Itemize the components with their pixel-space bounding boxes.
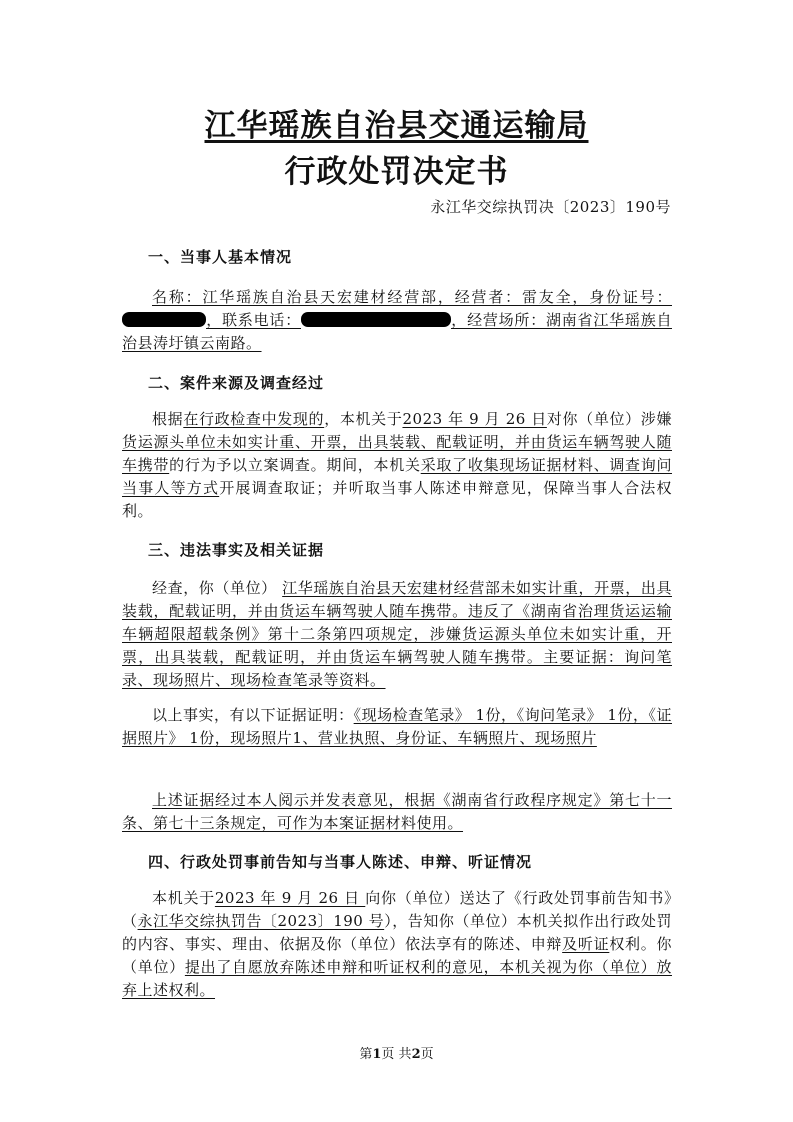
section-party-info	[122, 246, 672, 267]
section3-body	[122, 577, 672, 692]
agency-title	[0, 100, 793, 145]
page-footer: 第1页 共2页	[359, 1047, 434, 1062]
section-prior-notice	[122, 851, 672, 872]
section1-heading: 一、当事人基本情况	[148, 248, 293, 266]
evidence-list	[122, 704, 672, 750]
section3-heading: 三、违法事实及相关证据	[148, 541, 325, 559]
redacted-phone-number	[301, 312, 451, 327]
section4-heading: 四、行政处罚事前告知与当事人陈述、申辩、听证情况	[148, 853, 533, 871]
evidence-confirmation-paragraph: 上述证据经过本人阅示并发表意见，根据《湖南省行政程序规定》第七十一条、第七十三条规定，可作为本案证据材料使用。	[122, 791, 672, 832]
document-number: 永江华交综执罚决〔2023〕190号	[430, 198, 671, 216]
agency-title-text: 江华瑶族自治县交通运输局	[204, 108, 589, 144]
section4-body	[122, 887, 672, 1002]
document-title: 行政处罚决定书	[284, 154, 509, 190]
redacted-id-number	[122, 312, 206, 327]
violation-facts-paragraph: 经查，你（单位） 江华瑶族自治县天宏建材经营部未如实计重，开票，出具装载，配载证明，并由货运车辆驾驶人随车携带。违反了《湖南省治理货运运输车辆超限超载条例》第十二条第四项规定，涉嫌货运源头单位未如实计重，开票，出具装载，配载证明，并由货运车辆驾驶人随车携带。主要证据：询问笔录、现场照片、现场检查笔录等资料。	[122, 579, 672, 689]
section-violation-facts	[122, 539, 672, 560]
total-pages: 2	[411, 1047, 421, 1062]
prior-notice-paragraph: 本机关于2023 年 9 月 26 日 向你（单位）送达了《行政处罚事前告知书》（永江华交综执罚告〔2023〕190 号），告知你（单位）本机关拟作出行政处罚的内容、事实、理由、依据及你（单位）依法享有的陈述、申辩及听证权利。你（单位）提出了自愿放弃陈述申辩和听证权利的意见，本机关视为你（单位）放弃上述权利。	[122, 889, 672, 999]
case-source-paragraph: 根据在行政检查中发现的，本机关于2023 年 9 月 26 日对你（单位）涉嫌货运源头单位未如实计重、开票，出具装载、配载证明，并由货运车辆驾驶人随车携带的行为予以立案调查。期间，本机关采取了收集现场证据材料、调查询问当事人等方式开展调查取证；并听取当事人陈述申辩意见，保障当事人合法权利。	[122, 410, 672, 520]
evidence-list-paragraph: 以上事实，有以下证据证明：《现场检查笔录》 1份，《询问笔录》 1份，《证据照片》 1份，现场照片1、营业执照、身份证、车辆照片、现场照片	[122, 706, 672, 747]
section1-body	[122, 286, 672, 355]
evidence-confirmation	[122, 789, 672, 835]
section2-body	[122, 408, 672, 523]
party-info-paragraph: 名称：江华瑶族自治县天宏建材经营部，经营者：雷友全，身份证号：，联系电话： ，经营场所：湖南省江华瑶族自治县涛圩镇云南路。	[122, 288, 672, 352]
section-case-source	[122, 372, 672, 393]
current-page: 1	[372, 1047, 382, 1062]
section2-heading: 二、案件来源及调查经过	[148, 374, 325, 392]
